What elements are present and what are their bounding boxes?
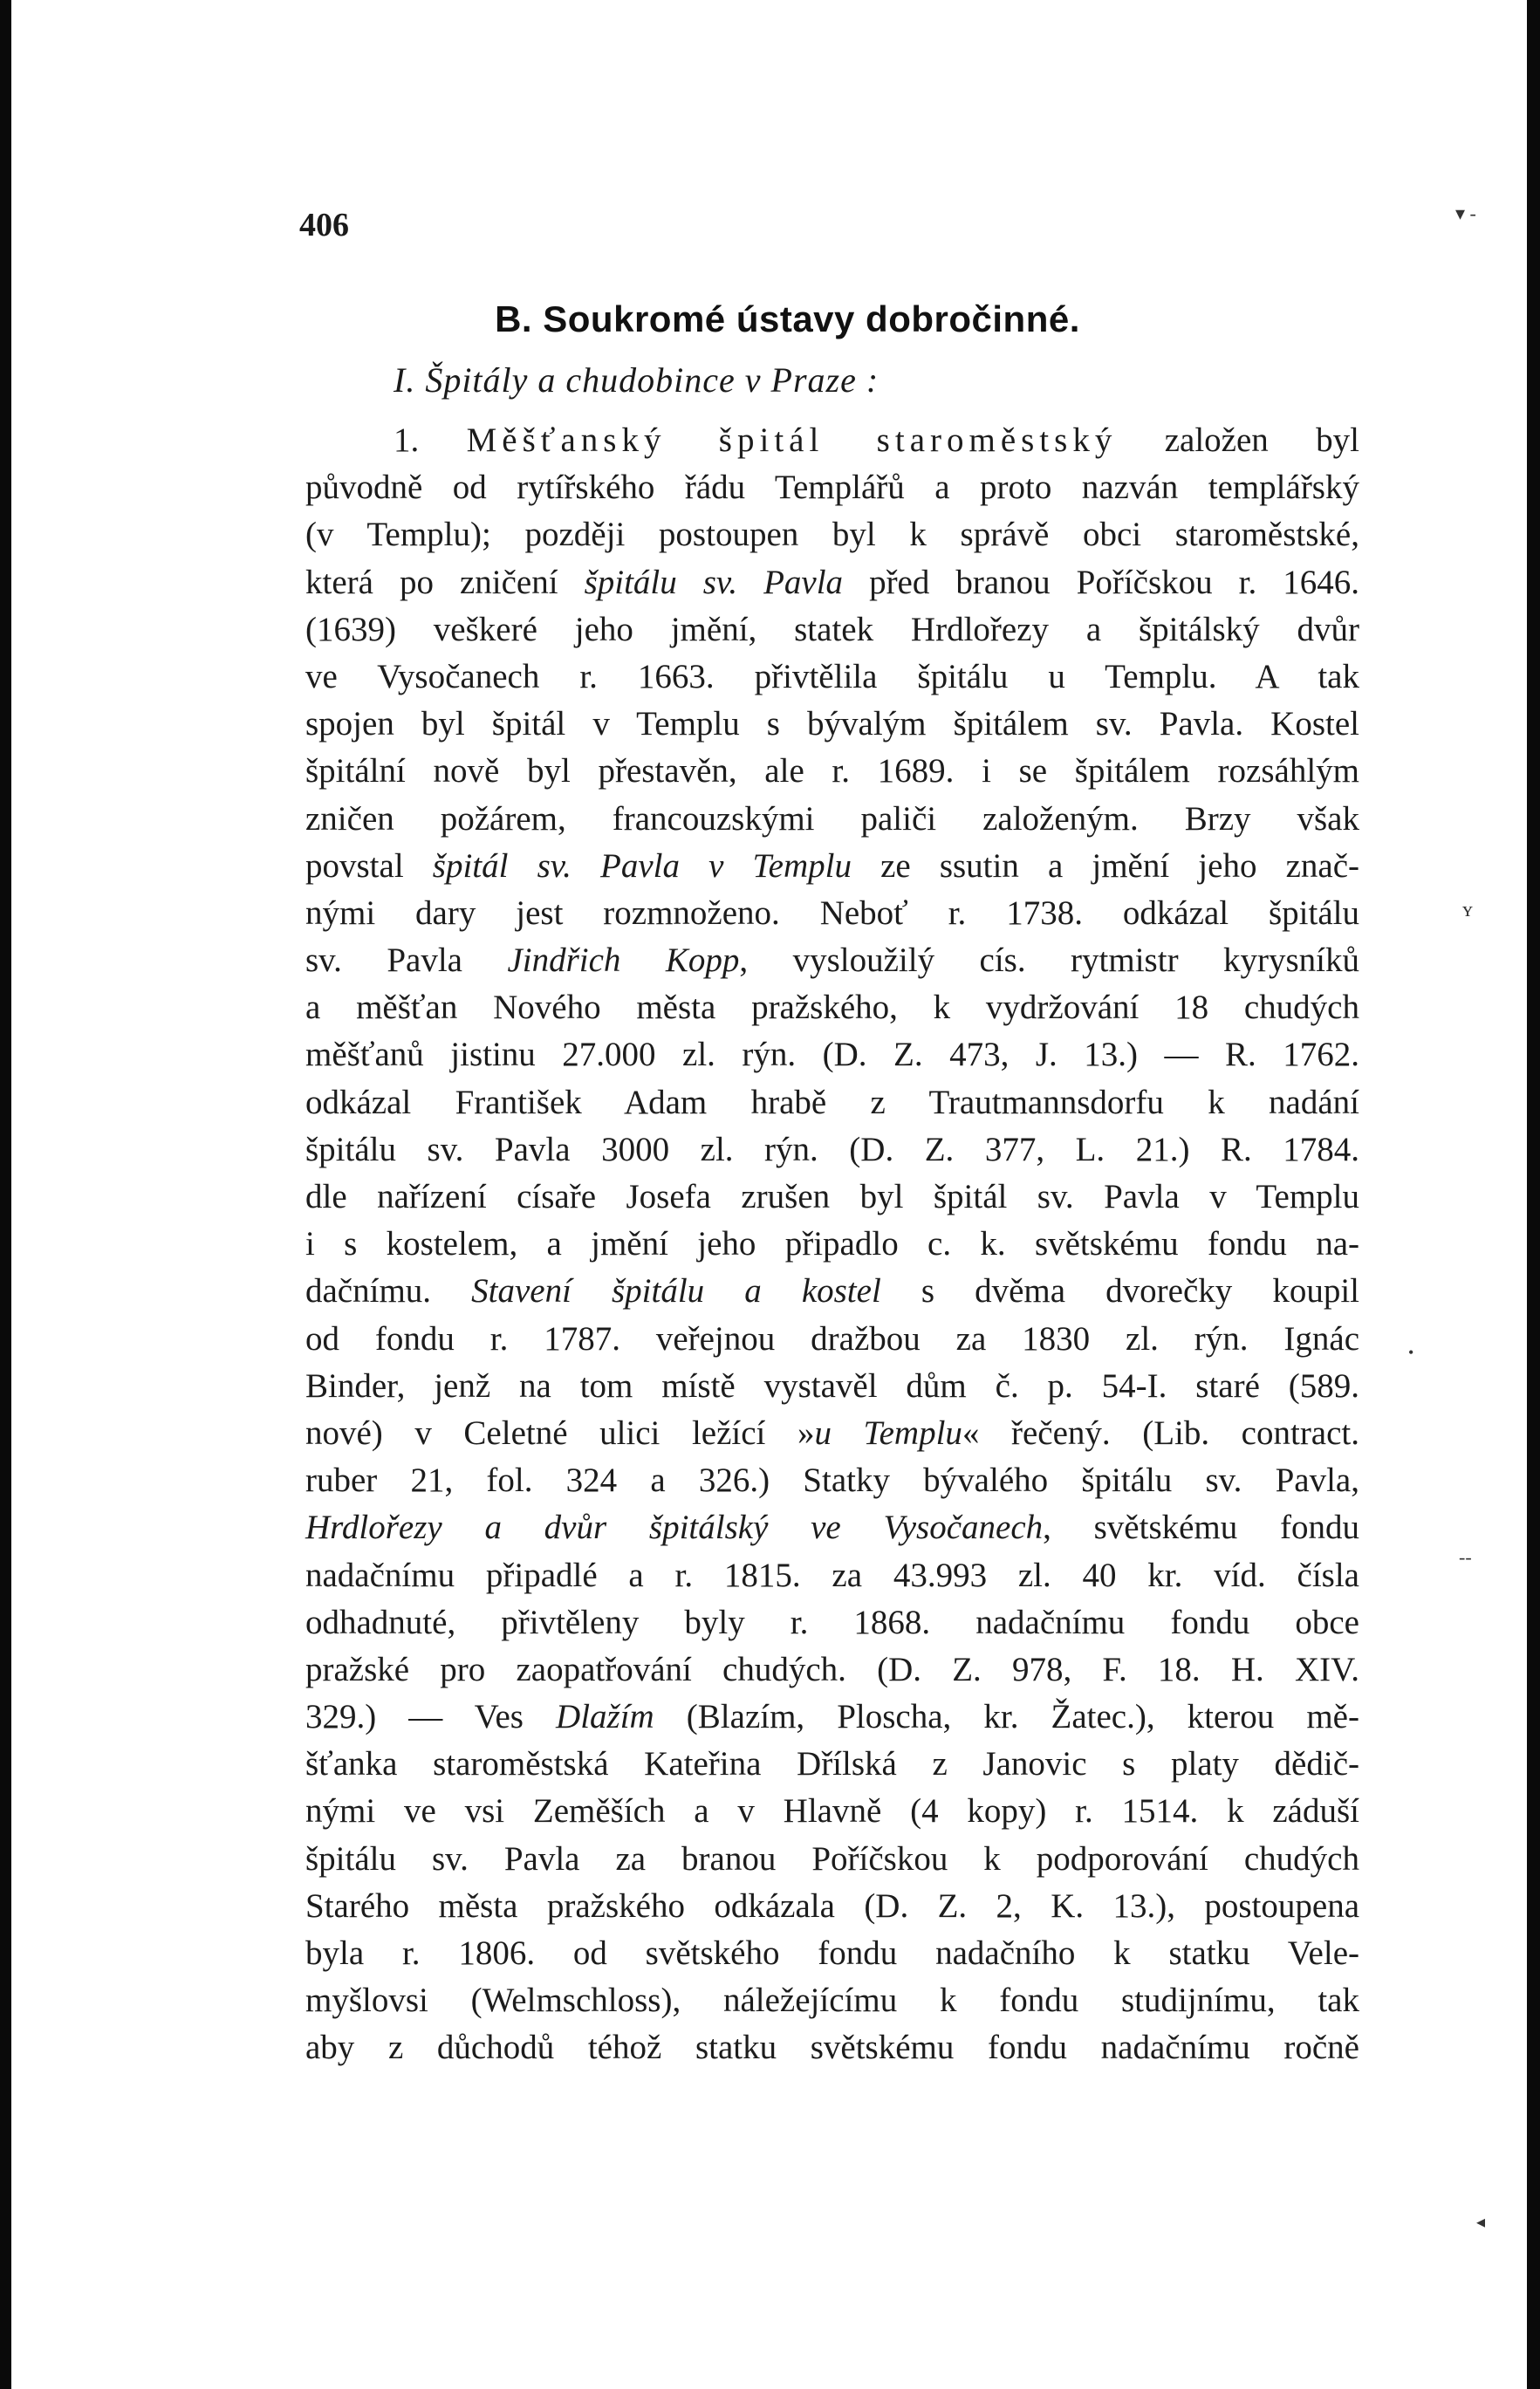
text-segment: špitální nově byl přestavěn, ale r. 1689. i se špitálem rozsáhlým: [305, 752, 1359, 791]
text-segment: 1.: [394, 421, 467, 459]
text-segment: 329.) — Ves: [305, 1698, 557, 1736]
text-line: [305, 1126, 1359, 1174]
text-segment: původně od rytířského řádu Templářů a proto nazván templářský: [305, 469, 1359, 507]
text-segment: a měšťan Nového města pražského, k vydržování 18 chudých: [305, 989, 1359, 1027]
text-segment: zničen požárem, francouzskými paliči založeným. Brzy však: [305, 799, 1359, 838]
text-line: [305, 417, 1359, 464]
margin-mark: ‑‑: [1459, 1546, 1472, 1568]
text-segment: odkázal František Adam hrabě z Trautmannsdorfu k nadání: [305, 1083, 1359, 1121]
text-segment: špitálu sv. Pavla 3000 zl. rýn. (D. Z. 377, L. 21.) R. 1784.: [305, 1130, 1359, 1168]
text-line: [305, 701, 1359, 748]
text-line: [305, 890, 1359, 937]
text-line: [305, 1174, 1359, 1221]
italic-text: špitál sv. Pavla v Templu: [432, 846, 852, 885]
body-text: [305, 417, 1359, 2072]
text-segment: nými dary jest rozmnoženo. Neboť r. 1738. odkázal špitálu: [305, 893, 1359, 932]
text-line: [305, 1836, 1359, 1883]
italic-text: Stavení špitálu a kostel: [471, 1272, 881, 1311]
text-line: [305, 1883, 1359, 1930]
italic-text: špitálu sv. Pavla: [584, 563, 844, 601]
text-line: [305, 1316, 1359, 1363]
text-line: [305, 2024, 1359, 2071]
margin-mark: •: [1408, 1344, 1414, 1361]
text-segment: (1639) veškeré jeho jmění, statek Hrdlořezy a špitálský dvůr: [305, 610, 1359, 648]
text-segment: špitálu sv. Pavla za branou Poříčskou k podporování chudých: [305, 1839, 1359, 1878]
text-line: [305, 1079, 1359, 1126]
text-segment: nadačnímu připadlé a r. 1815. za 43.993 zl. 40 kr. víd. čísla: [305, 1556, 1359, 1594]
text-line: [305, 984, 1359, 1031]
text-line: [305, 1694, 1359, 1741]
section-heading: B. Soukromé ústavy dobročinné.: [495, 298, 1080, 339]
text-segment: , vysloužilý cís. rytmistr kyrysníků: [739, 941, 1360, 980]
scan-border-right: [1527, 0, 1540, 2389]
text-line: [305, 606, 1359, 654]
text-line: [305, 1457, 1359, 1504]
text-segment: s dvěma dvorečky koupil: [880, 1272, 1359, 1311]
text-segment: ruber 21, fol. 324 a 326.) Statky bývalého špitálu sv. Pavla,: [305, 1461, 1359, 1500]
text-segment: Binder, jenž na tom místě vystavěl dům č. p. 54-I. staré (589.: [305, 1366, 1359, 1405]
italic-text: Dlažím: [556, 1698, 654, 1736]
text-segment: sv. Pavla: [305, 941, 508, 980]
italic-text: Hrdlořezy a dvůr špitálský ve Vysočanech: [305, 1509, 1044, 1547]
text-segment: dačnímu.: [305, 1272, 472, 1311]
text-line: [305, 464, 1359, 511]
margin-mark: ◂: [1476, 2213, 1486, 2232]
text-line: [305, 748, 1359, 795]
text-segment: ze ssutin a jmění jeho znač-: [851, 846, 1359, 885]
text-segment: (v Templu); později postoupen byl k správě obci staroměstské,: [305, 516, 1359, 554]
text-line: [305, 796, 1359, 843]
scan-border-left: [0, 0, 11, 2389]
text-line: [305, 559, 1359, 606]
text-segment: « řečený. (Lib. contract.: [962, 1414, 1360, 1452]
text-segment: před branou Poříčskou r. 1646.: [843, 563, 1360, 601]
text-line: [305, 1930, 1359, 1977]
text-line: [305, 1741, 1359, 1788]
text-segment: , světskému fondu: [1043, 1509, 1359, 1547]
text-line: [305, 1221, 1359, 1268]
text-segment: nové) v Celetné ulici ležící »: [305, 1414, 815, 1452]
text-segment: i s kostelem, a jmění jeho připadlo c. k. světskému fondu na-: [305, 1225, 1359, 1263]
text-segment: byla r. 1806. od světského fondu nadačního k statku Vele-: [305, 1934, 1359, 1972]
subsection-heading: I. Špitály a chudobince v Praze :: [394, 360, 880, 400]
text-line: [305, 1552, 1359, 1599]
text-segment: nými ve vsi Zeměších a v Hlavně (4 kopy) r. 1514. k záduší: [305, 1792, 1359, 1831]
text-segment: povstal: [305, 846, 433, 885]
text-segment: měšťanů jistinu 27.000 zl. rýn. (D. Z. 473, J. 13.) — R. 1762.: [305, 1036, 1359, 1074]
text-segment: ve Vysočanech r. 1663. přivtělila špitálu u Templu. A tak: [305, 657, 1359, 695]
text-segment: (Blazím, Ploscha, kr. Žatec.), kterou mě-: [654, 1698, 1359, 1736]
text-line: [305, 843, 1359, 890]
italic-text: Jindřich Kopp: [507, 941, 740, 980]
text-line: [305, 1788, 1359, 1835]
text-segment: myšlovsi (Welmschloss), náležejícímu k fondu studijnímu, tak: [305, 1982, 1359, 2020]
margin-mark: ʏ: [1462, 899, 1473, 921]
text-segment: dle nařízení císaře Josefa zrušen byl špitál sv. Pavla v Templu: [305, 1178, 1359, 1215]
page-number: 406: [299, 207, 349, 243]
text-line: [305, 1363, 1359, 1410]
text-segment: Starého města pražského odkázala (D. Z. 2, K. 13.), postoupena: [305, 1886, 1359, 1925]
text-line: [305, 1031, 1359, 1078]
margin-mark: ▾ -: [1455, 202, 1476, 224]
text-line: [305, 1646, 1359, 1694]
text-line: [305, 654, 1359, 701]
text-segment: od fondu r. 1787. veřejnou dražbou za 1830 zl. rýn. Ignác: [305, 1319, 1359, 1358]
text-line: [305, 511, 1359, 558]
text-line: [305, 1410, 1359, 1457]
text-line: [305, 1977, 1359, 2024]
text-segment: šťanka staroměstská Kateřina Dřílská z Janovic s platy dědič-: [305, 1745, 1359, 1783]
text-segment: pražské pro zaopatřování chudých. (D. Z. 978, F. 18. H. XIV.: [305, 1650, 1359, 1688]
text-line: [305, 1268, 1359, 1315]
text-segment: odhadnuté, přivtěleny byly r. 1868. nadačnímu fondu obce: [305, 1603, 1359, 1641]
text-segment: aby z důchodů téhož statku světskému fondu nadačnímu ročně: [305, 2029, 1359, 2067]
text-segment: založen byl: [1117, 421, 1359, 459]
text-line: [305, 1504, 1359, 1551]
text-line: [305, 1599, 1359, 1646]
text-line: [305, 937, 1359, 984]
italic-text: u Templu: [814, 1414, 962, 1452]
text-segment: která po zničení: [305, 563, 585, 601]
text-segment: spojen byl špitál v Templu s bývalým špitálem sv. Pavla. Kostel: [305, 705, 1359, 743]
text-segment: Měšťanský špitál staroměstský: [466, 421, 1118, 459]
